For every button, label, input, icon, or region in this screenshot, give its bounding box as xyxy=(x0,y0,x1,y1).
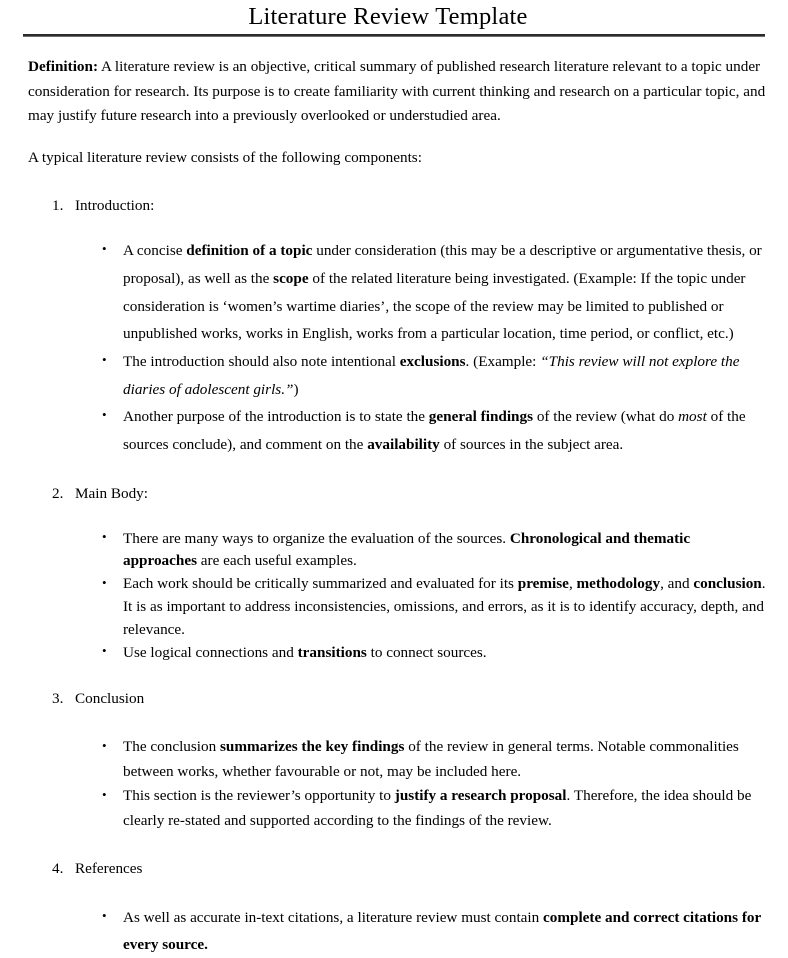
bullet-icon: • xyxy=(102,907,107,923)
section-heading xyxy=(28,195,766,218)
list-item-text-run: summarizes the key findings xyxy=(220,738,405,756)
section-heading xyxy=(28,688,766,711)
page-title: Literature Review Template xyxy=(248,3,528,30)
list-item-text-run: of the review (what do xyxy=(533,408,679,426)
document-body xyxy=(0,55,788,958)
list-item-text-run: definition of a topic xyxy=(186,242,313,260)
section-bullet-list xyxy=(28,735,766,834)
list-item-text-run: A concise xyxy=(123,242,187,260)
section-heading xyxy=(28,483,766,506)
list-item-text-run: As well as accurate in-text citations, a literature review must contain xyxy=(123,909,544,927)
component-section xyxy=(28,688,766,833)
list-item-text-run: “This review will not explore the diaries of adolescent girls.” xyxy=(123,353,740,398)
bullet-icon: • xyxy=(102,240,107,256)
list-item-text-run: Use logical connections and xyxy=(123,643,298,661)
list-item-text-run: Another purpose of the introduction is to state the xyxy=(123,408,429,426)
list-item-text-run: scope xyxy=(273,270,309,288)
bullet-icon: • xyxy=(102,642,107,658)
definition-text: A literature review is an objective, critical summary of published research literature relevant to a topic under consideration for research. Its purpose is to create familiarity with current thinking and research on a particular topic, and may justify future research into a previously overlooked or understudied area. xyxy=(28,58,766,125)
components-intro-line: A typical literature review consists of the following components: xyxy=(28,149,422,167)
list-item-text-run: This section is the reviewer’s opportunity to xyxy=(123,787,395,805)
list-item-text-run: methodology xyxy=(576,575,661,593)
list-item xyxy=(28,403,766,458)
list-item xyxy=(28,348,766,403)
list-item xyxy=(28,528,766,574)
list-item-text-run: general findings xyxy=(428,408,534,426)
list-item xyxy=(28,735,766,784)
bullet-icon: • xyxy=(102,737,107,753)
list-item xyxy=(28,642,766,665)
component-section xyxy=(28,483,766,665)
list-item-text-run: There are many ways to organize the evaluation of the sources. xyxy=(123,529,510,547)
title-divider xyxy=(23,34,765,37)
list-item-text-run: The conclusion xyxy=(123,738,221,756)
list-item-text-run: justify a research proposal xyxy=(394,787,567,805)
bullet-icon: • xyxy=(102,406,107,422)
list-item xyxy=(28,573,766,641)
list-item-text-run: , and xyxy=(660,575,694,593)
section-title: References xyxy=(75,859,143,877)
list-item-text-run: Each work should be critically summarized and evaluated for its xyxy=(123,575,518,593)
section-bullet-list xyxy=(28,904,766,958)
list-item-text-run: The introduction should also note intentional xyxy=(123,353,400,371)
component-section xyxy=(28,858,766,958)
list-item-text-run: . Therefore, the idea should be clearly re-stated and supported according to the findings of the review. xyxy=(123,787,752,829)
definition-label: Definition: xyxy=(28,58,99,76)
section-title: Conclusion xyxy=(75,690,145,708)
list-item-text-run: of the review in general terms. Notable commonalities between works, whether favourable or not, may be included here. xyxy=(123,738,739,780)
list-item-text-run: , xyxy=(568,575,577,593)
section-number: 3. xyxy=(52,690,64,708)
section-heading xyxy=(28,858,766,881)
list-item-text-run: to connect sources. xyxy=(366,643,487,661)
bullet-icon: • xyxy=(102,786,107,802)
section-number: 1. xyxy=(52,196,64,214)
list-item-text-run: of the sources conclude), and comment on the xyxy=(123,408,746,454)
list-item-text-run: most xyxy=(678,408,707,426)
definition-paragraph xyxy=(28,55,766,129)
section-title: Introduction: xyxy=(75,196,155,214)
bullet-icon: • xyxy=(102,529,107,544)
section-bullet-list xyxy=(28,237,766,458)
bullet-icon: • xyxy=(102,351,107,367)
list-item-text-run: ) xyxy=(293,380,299,398)
list-item xyxy=(28,904,766,958)
bullet-icon: • xyxy=(102,574,107,590)
list-item-text-run: of the related literature being investigated. (Example: If the topic under consideration is ‘women’s wartime diaries’, the scope of the review may be limited to published or unpublished works, works in English, works from a particular location, time period, or conflict, etc.) xyxy=(123,270,746,343)
list-item-text-run: . (Example: xyxy=(465,353,541,371)
list-item-text-run: availability xyxy=(367,436,440,454)
list-item-text-run: transitions xyxy=(297,643,367,661)
list-item-text-run: conclusion xyxy=(693,575,762,593)
list-item xyxy=(28,784,766,833)
list-item-text-run: . It is as important to address inconsistencies, omissions, and errors, as it is to identify accuracy, depth, and relevance. xyxy=(123,575,766,638)
list-item-text-run: are each useful examples. xyxy=(196,552,357,570)
section-bullet-list xyxy=(28,528,766,665)
section-number: 4. xyxy=(52,859,64,877)
list-item-text-run: exclusions xyxy=(399,353,466,371)
list-item-text-run: under consideration (this may be a descriptive or argumentative thesis, or proposal), as well as the xyxy=(123,242,762,288)
list-item-text-run: complete and correct citations for every source. xyxy=(123,909,761,954)
list-item-text-run: of sources in the subject area. xyxy=(439,436,624,454)
list-item xyxy=(28,237,766,348)
section-title: Main Body: xyxy=(75,484,148,502)
section-number: 2. xyxy=(52,484,64,502)
list-item-text-run: Chronological and thematic approaches xyxy=(123,529,691,570)
list-item-text-run: premise xyxy=(517,575,569,593)
component-section xyxy=(28,195,766,459)
components-list xyxy=(28,195,766,958)
